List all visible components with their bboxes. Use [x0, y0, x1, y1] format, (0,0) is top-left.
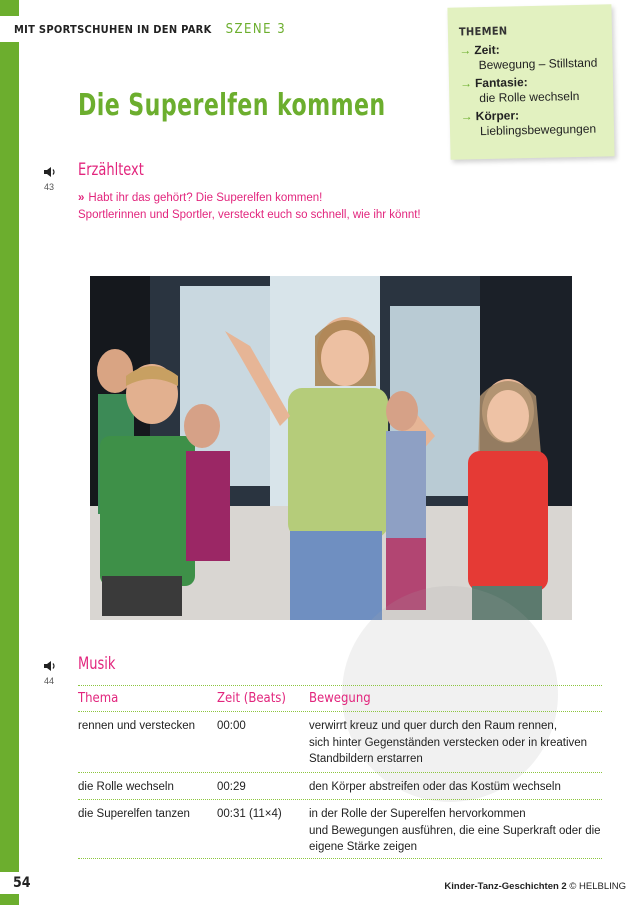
arrow-icon: →	[459, 76, 473, 91]
cell-bewegung	[309, 718, 602, 768]
cell-bewegung	[309, 779, 602, 796]
theme-item	[459, 40, 613, 73]
bewegung-line: sich hinter Gegenständen verstecken oder in kreativen	[309, 736, 588, 749]
cell-bewegung	[309, 806, 602, 856]
footer-credit	[444, 881, 626, 892]
page-edge-bar	[0, 0, 19, 905]
running-header	[0, 16, 286, 42]
cell-thema: rennen und verstecken	[78, 720, 195, 732]
music-table	[78, 685, 602, 859]
narration-line: Habt ihr das gehört? Die Superelfen kommen!	[88, 192, 323, 204]
cell-thema: die Superelfen tanzen	[78, 808, 190, 820]
column-header: Bewegung	[309, 691, 371, 706]
narration-heading: Erzähltext	[78, 160, 144, 180]
theme-value: Lieblingsbewegungen	[479, 121, 597, 139]
bewegung-line: eigene Stärke zeigen	[309, 841, 418, 853]
themes-heading: THEMEN	[458, 24, 508, 39]
double-chevron-icon: »	[78, 192, 85, 204]
book-title: Kinder-Tanz-Geschichten 2	[444, 881, 567, 892]
narration-text	[78, 190, 498, 224]
table-row	[78, 712, 602, 773]
bewegung-line: in der Rolle der Superelfen hervorkommen	[309, 808, 526, 820]
bewegung-line: und Bewegungen ausführen, die eine Superkraft oder die	[309, 824, 601, 837]
cell-thema: die Rolle wechseln	[78, 781, 174, 793]
theme-item	[461, 106, 615, 139]
dancing-children-photo	[90, 276, 572, 620]
audio-speaker-icon[interactable]	[43, 660, 57, 672]
audio-speaker-icon[interactable]	[43, 166, 57, 178]
table-row	[78, 773, 602, 800]
theme-item	[460, 73, 614, 106]
publisher: © HELBLING	[569, 881, 626, 892]
scene-label: SZENE 3	[225, 21, 287, 37]
themes-note	[447, 4, 614, 159]
audio-track-number: 43	[44, 182, 55, 192]
page-title: Die Superelfen kommen	[78, 88, 386, 123]
theme-value: die Rolle wechseln	[479, 88, 580, 106]
narration-line: Sportlerinnen und Sportler, versteckt euch so schnell, wie ihr könnt!	[78, 209, 421, 221]
table-row	[78, 800, 602, 859]
bewegung-line: Standbildern erstarren	[309, 753, 423, 765]
theme-value: Bewegung – Stillstand	[478, 55, 598, 73]
theme-label: Körper:	[475, 108, 520, 124]
arrow-icon: →	[459, 43, 472, 58]
table-header-row	[78, 685, 602, 712]
theme-label: Fantasie:	[474, 75, 528, 91]
arrow-icon: →	[460, 109, 473, 124]
audio-track-number: 44	[44, 676, 55, 686]
theme-label: Zeit:	[474, 42, 500, 58]
cell-zeit: 00:31 (11×4)	[217, 808, 282, 820]
cell-zeit: 00:00	[217, 720, 246, 732]
bewegung-line: den Körper abstreifen oder das Kostüm wechseln	[309, 781, 561, 793]
page-number: 54	[0, 872, 38, 894]
column-header: Thema	[78, 691, 119, 706]
bewegung-line: verwirrt kreuz und quer durch den Raum rennen,	[309, 720, 558, 732]
cell-zeit: 00:29	[217, 781, 246, 793]
music-heading: Musik	[78, 654, 116, 674]
running-title: MIT SPORTSCHUHEN IN DEN PARK	[14, 22, 212, 36]
column-header: Zeit (Beats)	[217, 691, 286, 706]
